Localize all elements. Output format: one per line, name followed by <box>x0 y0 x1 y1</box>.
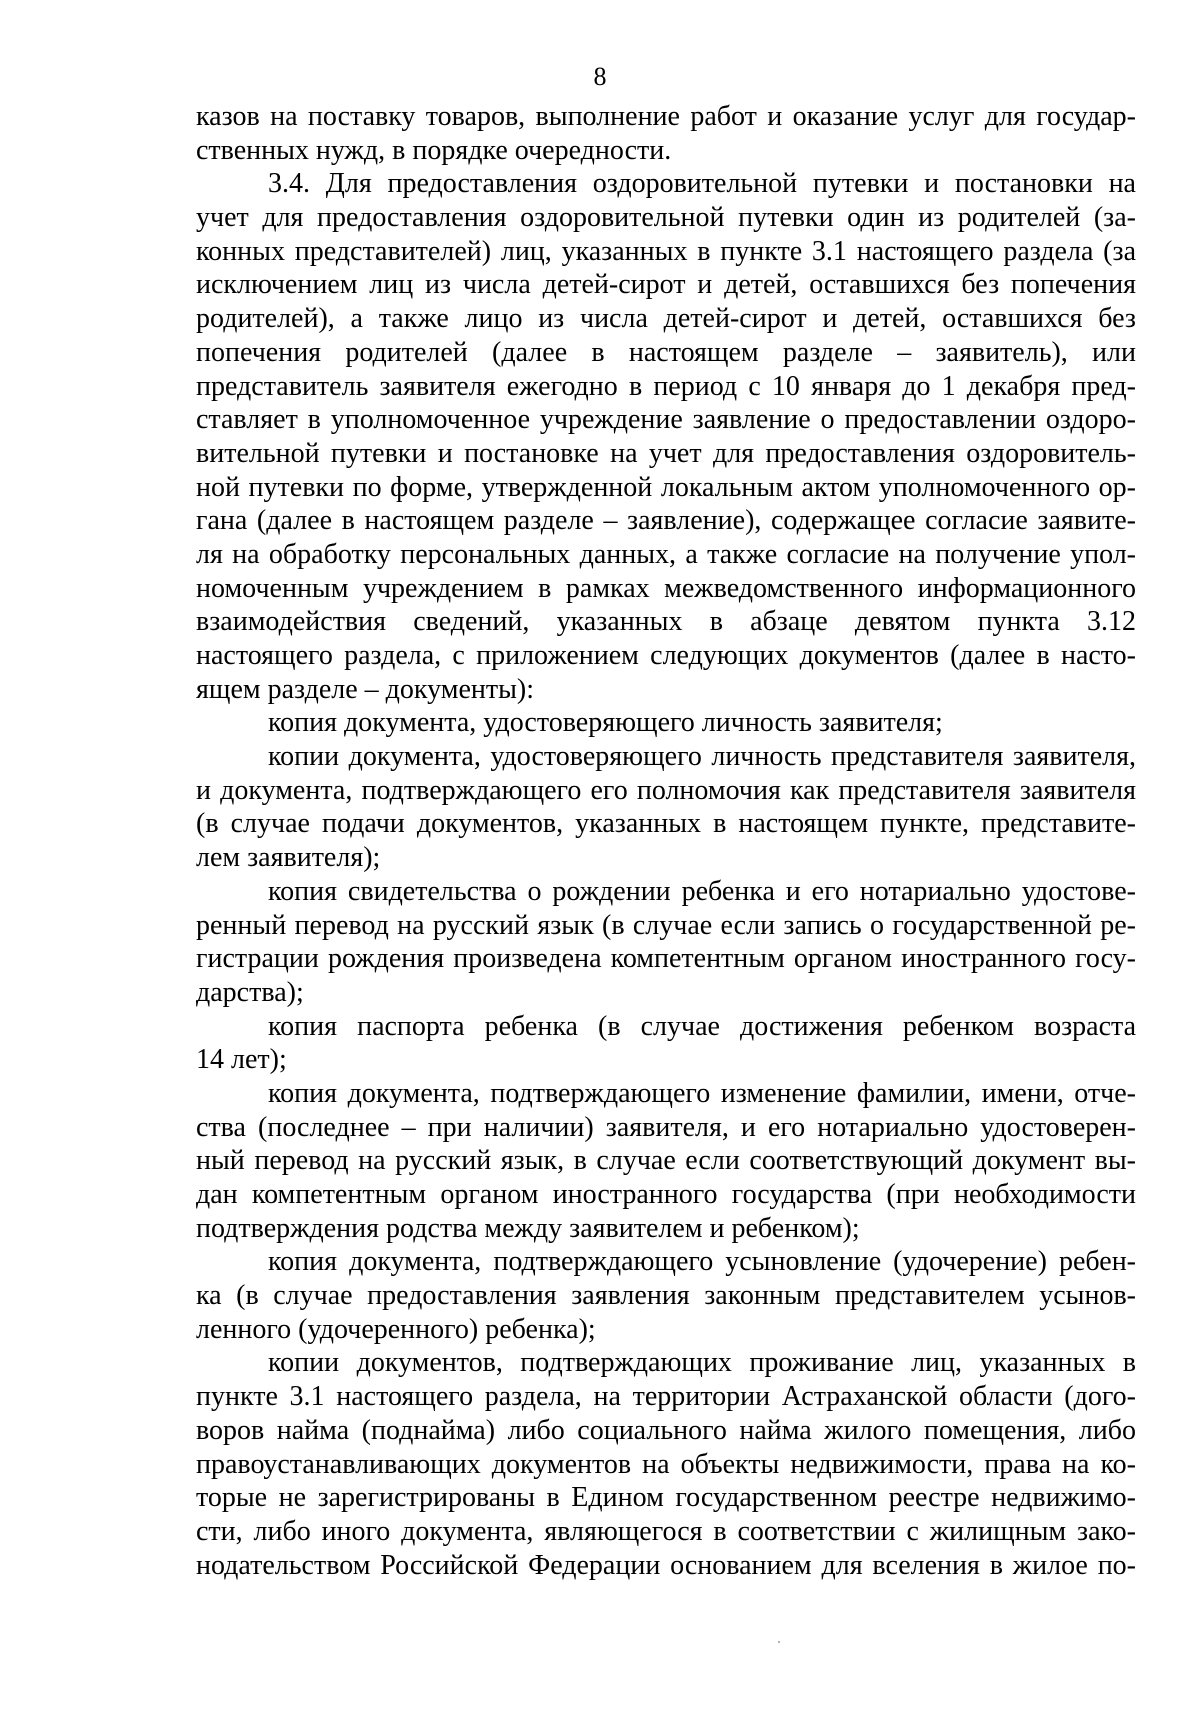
text-line: копия документа, подтверждающего усыновление (удочерение) ребен- <box>268 1246 1136 1278</box>
text-line: ственных нужд, в порядке очередности. <box>196 134 672 166</box>
text-line: сти, либо иного документа, являющегося в соответствии с жилищным зако- <box>196 1515 1136 1547</box>
text-line: родителей), а также лицо из числа детей-сирот и детей, оставшихся без <box>196 303 1136 335</box>
text-line: настоящего раздела, с приложением следующих документов (далее в насто- <box>196 640 1136 671</box>
text-line: исключением лиц из числа детей-сирот и детей, оставшихся без попечения <box>196 269 1136 301</box>
text-line: копия свидетельства о рождении ребенка и его нотариально удостове- <box>268 875 1136 907</box>
text-line: представитель заявителя ежегодно в период с 10 января до 1 декабря пред- <box>196 370 1136 402</box>
text-line: пункте 3.1 настоящего раздела, на территории Астраханской области (дого- <box>196 1381 1136 1413</box>
text-line: 3.4. Для предоставления оздоровительной путевки и постановки на <box>268 168 1136 200</box>
text-line: нодательством Российской Федерации основанием для вселения в жилое по- <box>196 1549 1136 1581</box>
text-line: ной путевки по форме, утвержденной локальным актом уполномоченного ор- <box>196 471 1136 503</box>
text-line: копия паспорта ребенка (в случае достижения ребенком возраста <box>268 1010 1136 1042</box>
text-line: гана (далее в настоящем разделе – заявление), содержащее согласие заявите- <box>196 505 1136 537</box>
text-line: казов на поставку товаров, выполнение работ и оказание услуг для государ- <box>196 101 1136 132</box>
text-line: конных представителей) лиц, указанных в пункте 3.1 настоящего раздела (за <box>196 235 1136 267</box>
text-line: копия документа, подтверждающего изменение фамилии, имени, отче- <box>268 1077 1136 1109</box>
text-line: копия документа, удостоверяющего личность заявителя; <box>268 707 943 739</box>
text-line: дарства); <box>196 976 304 1008</box>
text-line: взаимодействия сведений, указанных в абзаце девятом пункта 3.12 <box>196 606 1136 638</box>
text-line: воров найма (поднайма) либо социального найма жилого помещения, либо <box>196 1414 1136 1446</box>
text-line: 14 лет); <box>196 1044 287 1076</box>
text-line: попечения родителей (далее в настоящем разделе – заявитель), или <box>196 336 1136 368</box>
text-line: дан компетентным органом иностранного государства (при необходимости <box>196 1179 1136 1210</box>
text-line: ный перевод на русский язык, в случае если соответствующий документ вы- <box>196 1145 1136 1177</box>
text-line: ящем разделе – документы): <box>196 673 535 705</box>
text-line: копии документа, удостоверяющего личность представителя заявителя, <box>268 741 1136 773</box>
text-line: ленного (удочеренного) ребенка); <box>196 1313 596 1345</box>
text-line: ренный перевод на русский язык (в случае если запись о государственной ре- <box>196 909 1136 941</box>
text-line: ка (в случае предоставления заявления законным представителем усынов- <box>196 1280 1136 1312</box>
page-number: 8 <box>593 62 607 91</box>
text-line: учет для предоставления оздоровительной путевки один из родителей (за- <box>196 202 1136 234</box>
text-line: гистрации рождения произведена компетентным органом иностранного госу- <box>196 943 1136 975</box>
text-line: копии документов, подтверждающих проживание лиц, указанных в <box>268 1347 1136 1379</box>
text-line: номоченным учреждением в рамках межведомственного информационного <box>196 572 1136 604</box>
text-line: ства (последнее – при наличии) заявителя, и его нотариально удостоверен- <box>196 1111 1136 1143</box>
document-body <box>196 100 1136 1582</box>
text-line: (в случае подачи документов, указанных в настоящем пункте, представите- <box>196 808 1136 840</box>
text-line: правоустанавливающих документов на объекты недвижимости, права на ко- <box>196 1448 1136 1480</box>
text-line: ля на обработку персональных данных, а также согласие на получение упол- <box>196 538 1136 570</box>
text-line: торые не зарегистрированы в Едином государственном реестре недвижимо- <box>196 1482 1136 1514</box>
text-line: ставляет в уполномоченное учреждение заявление о предоставлении оздоро- <box>196 404 1136 436</box>
text-line: вительной путевки и постановке на учет для предоставления оздоровитель- <box>196 437 1136 469</box>
scan-speck <box>778 1641 780 1643</box>
text-line: подтверждения родства между заявителем и ребенком); <box>196 1212 860 1244</box>
text-line: лем заявителя); <box>196 842 381 874</box>
text-line: и документа, подтверждающего его полномочия как представителя заявителя <box>196 774 1136 806</box>
